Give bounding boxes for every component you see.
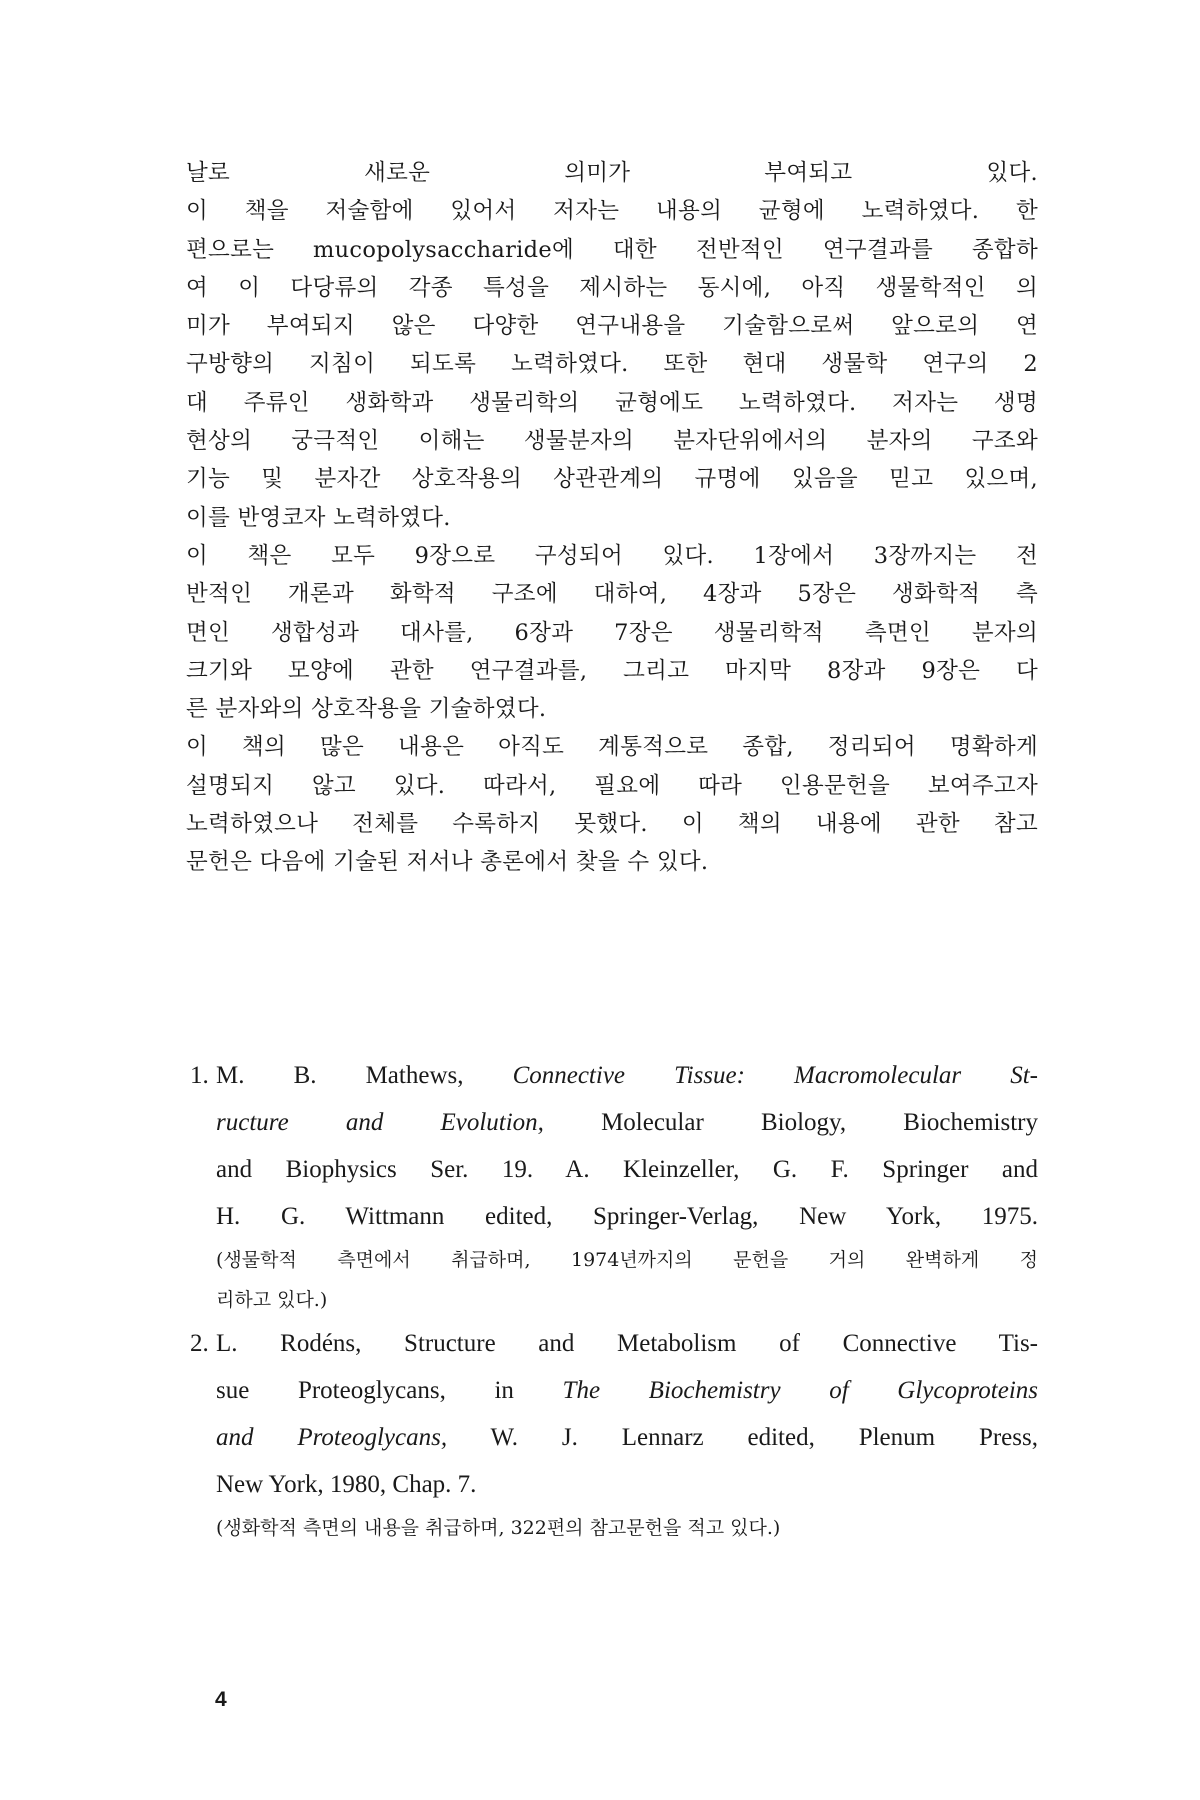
reference-note: (생화학적 측면의 내용을 취급하며, 322편의 참고문헌을 적고 있다.) <box>216 1517 781 1539</box>
body-line: 노력하였으나 전체를 수록하지 못했다. 이 책의 내용에 관한 참고 <box>186 811 1038 838</box>
body-line: 른 분자와의 상호작용을 기술하였다. <box>186 696 547 723</box>
body-line: 이 책의 많은 내용은 아직도 계통적으로 종합, 정리되어 명확하게 <box>186 734 1038 761</box>
reference-line <box>216 1461 1038 1508</box>
reference-note: (생물학적 측면에서 취급하며, 1974년까지의 문헌을 거의 완벽하게 정 <box>216 1249 1038 1271</box>
reference-number: 2. <box>190 1330 209 1357</box>
reference-number: 1. <box>190 1062 209 1089</box>
reference-line <box>216 1193 1038 1240</box>
reference-title: The Biochemistry of Glycoproteins <box>562 1377 1038 1404</box>
reference-text: H. G. Wittmann edited, Springer-Verlag, New York, 1975. <box>216 1203 1038 1230</box>
reference-title: Connective Tissue: Macromolecular St- <box>512 1062 1038 1089</box>
reference-text: sue Proteoglycans, in <box>216 1377 563 1404</box>
body-line: 문헌은 다음에 기술된 저서나 총론에서 찾을 수 있다. <box>186 849 709 876</box>
reference-item <box>190 1320 1038 1548</box>
reference-text: W. J. Lennarz edited, Plenum Press, <box>447 1424 1038 1451</box>
body-line: 이 책은 모두 9장으로 구성되어 있다. 1장에서 3장까지는 전 <box>186 542 1038 569</box>
body-line: 이를 반영코자 노력하였다. <box>186 504 451 531</box>
reference-line <box>216 1146 1038 1193</box>
reference-text: New York, 1980, Chap. 7. <box>216 1471 477 1498</box>
body-line: 면인 생합성과 대사를, 6장과 7장은 생물리학적 측면인 분자의 <box>186 619 1038 646</box>
reference-text: Molecular Biology, Biochemistry <box>543 1109 1038 1136</box>
body-line: 미가 부여되지 않은 다양한 연구내용을 기술함으로써 앞으로의 연 <box>186 313 1038 340</box>
reference-item <box>190 1052 1038 1320</box>
body-line: 여 이 다당류의 각종 특성을 제시하는 동시에, 아직 생물학적인 의 <box>186 274 1038 301</box>
body-line: 편으로는 mucopolysaccharide에 대한 전반적인 연구결과를 종합하 <box>186 236 1038 263</box>
reference-title: ructure and Evolution, <box>216 1109 544 1136</box>
reference-line <box>216 1099 1038 1146</box>
body-text <box>186 154 1038 882</box>
body-line: 이 책을 저술함에 있어서 저자는 내용의 균형에 노력하였다. 한 <box>186 198 1038 225</box>
reference-text: L. Rodéns, Structure and Metabolism of Connective Tis- <box>216 1330 1038 1357</box>
body-line: 기능 및 분자간 상호작용의 상관관계의 규명에 있음을 믿고 있으며, <box>186 466 1038 493</box>
reference-line <box>216 1320 1038 1367</box>
reference-line <box>216 1367 1038 1414</box>
body-line: 반적인 개론과 화학적 구조에 대하여, 4장과 5장은 생화학적 측 <box>186 581 1038 608</box>
body-line: 설명되지 않고 있다. 따라서, 필요에 따라 인용문헌을 보여주고자 <box>186 772 1038 799</box>
reference-line <box>216 1414 1038 1461</box>
body-line: 대 주류인 생화학과 생물리학의 균형에도 노력하였다. 저자는 생명 <box>186 389 1038 416</box>
page-number: 4 <box>215 1688 227 1711</box>
body-line: 날로 새로운 의미가 부여되고 있다. <box>186 160 1038 186</box>
body-line: 구방향의 지침이 되도록 노력하였다. 또한 현대 생물학 연구의 2 <box>186 351 1038 378</box>
body-line: 크기와 모양에 관한 연구결과를, 그리고 마지막 8장과 9장은 다 <box>186 657 1038 684</box>
body-line: 현상의 궁극적인 이해는 생물분자의 분자단위에서의 분자의 구조와 <box>186 428 1038 455</box>
reference-title: and Proteoglycans, <box>216 1424 448 1451</box>
reference-text: M. B. Mathews, <box>216 1062 513 1089</box>
reference-list <box>190 1052 1038 1548</box>
reference-text: and Biophysics Ser. 19. A. Kleinzeller, G. F. Springer and <box>216 1156 1038 1183</box>
reference-note: 리하고 있다.) <box>216 1289 328 1311</box>
reference-line <box>216 1052 1038 1099</box>
